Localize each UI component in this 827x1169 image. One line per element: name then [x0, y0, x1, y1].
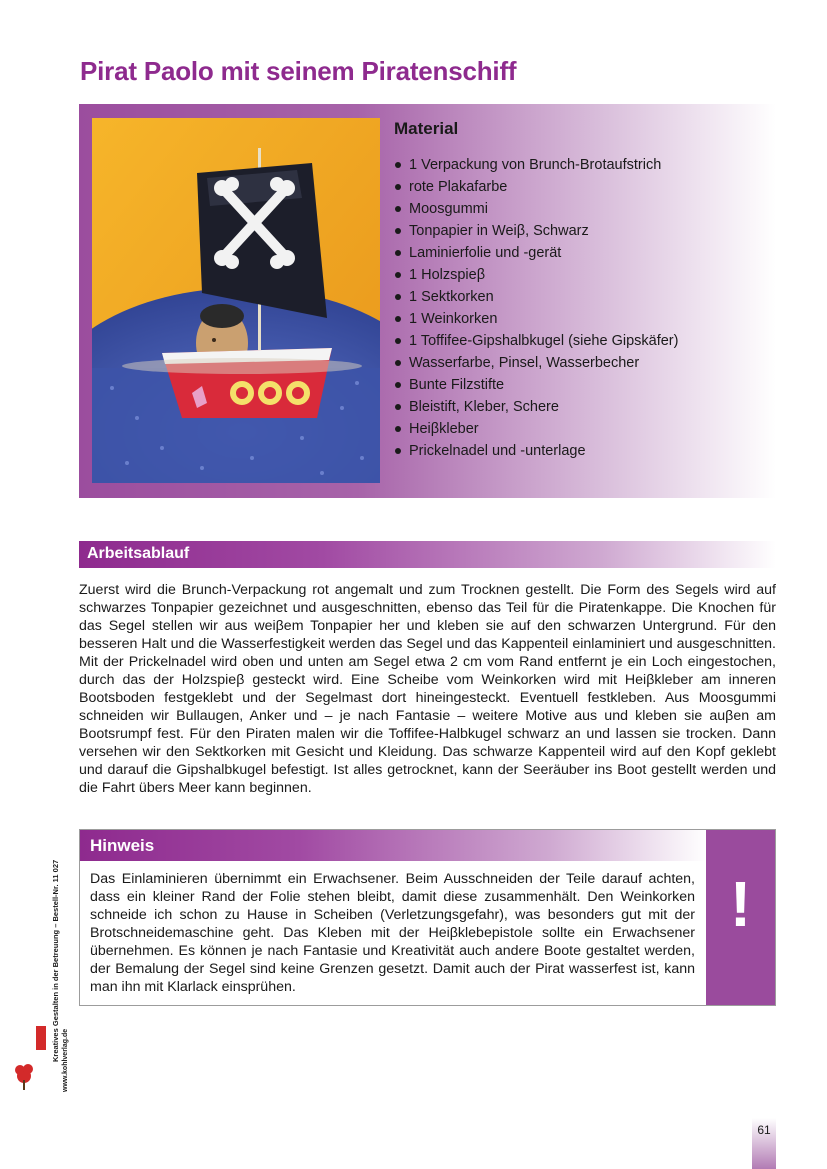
hinweis-header: [80, 830, 706, 861]
list-item: 1 Verpackung von Brunch-Brotaufstrich: [394, 154, 678, 176]
list-item: 1 Toffifee-Gipshalbkugel (siehe Gipskäfer): [394, 330, 678, 352]
list-item: rote Plakafarbe: [394, 176, 678, 198]
material-heading: Material: [394, 119, 459, 138]
list-item: 1 Holzspieβ: [394, 264, 678, 286]
publisher-logo: [14, 1024, 48, 1094]
page-title: Pirat Paolo mit seinem Piratenschiff: [80, 56, 517, 86]
exclamation-icon: !: [729, 868, 752, 940]
tree-logo-icon: [14, 1024, 48, 1094]
list-item: Laminierfolie und -gerät: [394, 242, 678, 264]
list-item: Heiβkleber: [394, 418, 678, 440]
list-item: Prickelnadel und -unterlage: [394, 440, 678, 462]
arbeitsablauf-header: [79, 541, 776, 568]
hinweis-box: [79, 829, 776, 1006]
material-panel: [79, 104, 776, 498]
page-number-tab: [752, 1118, 776, 1169]
list-item: Moosgummi: [394, 198, 678, 220]
hinweis-text: Das Einlaminieren übernimmt ein Erwachsener. Beim Ausschneiden der Teile darauf achten, dass ein kleiner Rand der Folie stehen bleibt, damit diese zusammenhält. Den Weinkorken schneide ich schon zu Hause in Scheiben (Verletzungsgefahr), was besonders gut mit der Brotschneidemaschine geht. Das Kleben mit der Heiβklebepistole sollte ein Erwachsener übernehmen. Es können je nach Fantasie und Kreativität auch andere Boote gestaltet werden, der Bemalung der Segel sind keine Grenzen gesetzt. Damit auch der Pirat wasserfest ist, kann man ihn mit Klarlack einsprühen.: [90, 871, 695, 995]
list-item: 1 Sektkorken: [394, 286, 678, 308]
page-number: 61: [757, 1123, 771, 1137]
list-item: Tonpapier in Weiβ, Schwarz: [394, 220, 678, 242]
list-item: Bunte Filzstifte: [394, 374, 678, 396]
pirate-ship-illustration: [92, 118, 380, 483]
list-item: Bleistift, Kleber, Schere: [394, 396, 678, 418]
pirate-ship-photo: [92, 118, 380, 483]
side-imprint: Kreatives Gestalten in der Betreuung – Bestell-Nr. 11 027: [51, 859, 60, 1062]
side-website: www.kohlverlag.de: [62, 1028, 69, 1092]
list-item: 1 Weinkorken: [394, 308, 678, 330]
hinweis-sidebar: [706, 830, 775, 1005]
arbeitsablauf-text: Zuerst wird die Brunch-Verpackung rot angemalt und zum Trocknen gestellt. Die Form des Segels wird auf schwarzes Tonpapier gezeichnet und ausgeschnitten, ebenso das Teil für die Piratenkappe. Die Knochen für das Segel stellen wir aus weiβem Tonpapier her und kleben sie auf den schwarzen Untergrund. Für den besseren Halt und die Wasserfestigkeit werden das Segel und das Kappenteil einlaminiert und ausgeschnitten. Mit der Prickelnadel wird oben und unten am Segel etwa 2 cm vom Rand entfernt je ein Loch eingestochen, durch das der Holzspieβ gesteckt wird. Eine Scheibe vom Weinkorken wird mit Heiβkleber am inneren Bootsboden festgeklebt und der Segelmast dort hineingesteckt. Eventuell festkleben. Aus Moosgummi schneiden wir Bullaugen, Anker und – je nach Fantasie – weitere Motive aus und kleben sie auβen am Bootsrumpf fest. Für den Piraten malen wir die Toffifee-Halbkugel schwarz an und lassen sie trocken. Dann versehen wir den Sektkorken mit Gesicht und Kleidung. Das schwarze Kappenteil wird auf den Kopf geklebt und darauf die Gipshalbkugel befestigt. Ist alles getrocknet, kann der Seeräuber ins Boot gestellt werden und die Fahrt übers Meer kann beginnen.: [79, 582, 776, 796]
hinweis-heading: Hinweis: [90, 836, 155, 855]
material-list: [394, 154, 678, 462]
list-item: Wasserfarbe, Pinsel, Wasserbecher: [394, 352, 678, 374]
arbeitsablauf-heading: Arbeitsablauf: [87, 545, 190, 562]
